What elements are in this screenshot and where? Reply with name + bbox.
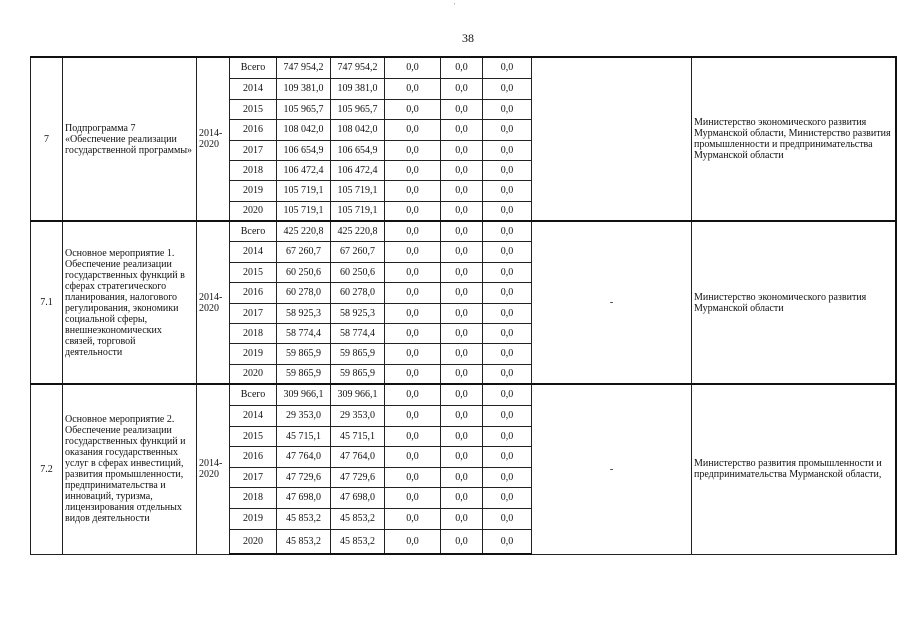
year-label: 2014 — [230, 78, 277, 99]
other-sources-amount: 0,0 — [483, 529, 532, 554]
regional-budget-amount: 309 966,1 — [331, 384, 385, 405]
year-label: Всего — [230, 384, 277, 405]
year-label: 2017 — [230, 140, 277, 160]
year-label: Всего — [230, 57, 277, 78]
regional-budget-amount: 425 220,8 — [331, 221, 385, 241]
item-period: 2014-2020 — [197, 57, 230, 221]
other-sources-amount: 0,0 — [483, 221, 532, 241]
other-sources-amount: 0,0 — [483, 384, 532, 405]
total-amount: 47 698,0 — [277, 487, 331, 508]
regional-budget-amount: 58 925,3 — [331, 303, 385, 323]
local-budget-amount: 0,0 — [441, 508, 483, 529]
indicator: - — [532, 384, 692, 554]
year-label: 2020 — [230, 529, 277, 554]
total-amount: 105 719,1 — [277, 180, 331, 201]
federal-budget-amount: 0,0 — [385, 446, 441, 467]
federal-budget-amount: 0,0 — [385, 140, 441, 160]
regional-budget-amount: 105 719,1 — [331, 201, 385, 221]
total-amount: 29 353,0 — [277, 405, 331, 426]
local-budget-amount: 0,0 — [441, 221, 483, 241]
federal-budget-amount: 0,0 — [385, 180, 441, 201]
other-sources-amount: 0,0 — [483, 467, 532, 487]
other-sources-amount: 0,0 — [483, 119, 532, 140]
federal-budget-amount: 0,0 — [385, 364, 441, 384]
regional-budget-amount: 47 698,0 — [331, 487, 385, 508]
total-amount: 109 381,0 — [277, 78, 331, 99]
table-row — [31, 221, 896, 241]
item-period: 2014-2020 — [197, 384, 230, 554]
other-sources-amount: 0,0 — [483, 446, 532, 467]
local-budget-amount: 0,0 — [441, 201, 483, 221]
other-sources-amount: 0,0 — [483, 262, 532, 282]
other-sources-amount: 0,0 — [483, 140, 532, 160]
local-budget-amount: 0,0 — [441, 140, 483, 160]
total-amount: 60 250,6 — [277, 262, 331, 282]
year-label: 2018 — [230, 160, 277, 180]
federal-budget-amount: 0,0 — [385, 262, 441, 282]
local-budget-amount: 0,0 — [441, 303, 483, 323]
federal-budget-amount: 0,0 — [385, 119, 441, 140]
total-amount: 106 654,9 — [277, 140, 331, 160]
federal-budget-amount: 0,0 — [385, 343, 441, 364]
local-budget-amount: 0,0 — [441, 487, 483, 508]
year-label: 2019 — [230, 508, 277, 529]
item-number: 7.1 — [31, 221, 63, 384]
total-amount: 105 719,1 — [277, 201, 331, 221]
other-sources-amount: 0,0 — [483, 282, 532, 303]
other-sources-amount: 0,0 — [483, 99, 532, 119]
local-budget-amount: 0,0 — [441, 405, 483, 426]
federal-budget-amount: 0,0 — [385, 99, 441, 119]
year-label: 2020 — [230, 364, 277, 384]
budget-table — [30, 56, 897, 555]
federal-budget-amount: 0,0 — [385, 508, 441, 529]
local-budget-amount: 0,0 — [441, 78, 483, 99]
other-sources-amount: 0,0 — [483, 508, 532, 529]
regional-budget-amount: 747 954,2 — [331, 57, 385, 78]
total-amount: 60 278,0 — [277, 282, 331, 303]
year-label: Всего — [230, 221, 277, 241]
local-budget-amount: 0,0 — [441, 119, 483, 140]
federal-budget-amount: 0,0 — [385, 323, 441, 343]
regional-budget-amount: 108 042,0 — [331, 119, 385, 140]
year-label: 2016 — [230, 119, 277, 140]
federal-budget-amount: 0,0 — [385, 241, 441, 262]
item-name: Основное мероприятие 2. Обеспечение реализации государственных функций и оказания государственных услуг в сферах инвестиций, развития промышленности, предпринимательства и инноваций, туризма, лицензирования отдельных видов деятельности — [63, 384, 197, 554]
local-budget-amount: 0,0 — [441, 180, 483, 201]
other-sources-amount: 0,0 — [483, 487, 532, 508]
local-budget-amount: 0,0 — [441, 343, 483, 364]
federal-budget-amount: 0,0 — [385, 221, 441, 241]
local-budget-amount: 0,0 — [441, 282, 483, 303]
federal-budget-amount: 0,0 — [385, 303, 441, 323]
federal-budget-amount: 0,0 — [385, 57, 441, 78]
federal-budget-amount: 0,0 — [385, 529, 441, 554]
regional-budget-amount: 106 654,9 — [331, 140, 385, 160]
other-sources-amount: 0,0 — [483, 201, 532, 221]
local-budget-amount: 0,0 — [441, 99, 483, 119]
federal-budget-amount: 0,0 — [385, 487, 441, 508]
item-name: Основное мероприятие 1. Обеспечение реализации государственных функций в сферах стратегического планирования, налогового регулирования, экономики социальной сферы, внешнеэкономических связей, торговой деятельности — [63, 221, 197, 384]
federal-budget-amount: 0,0 — [385, 201, 441, 221]
total-amount: 108 042,0 — [277, 119, 331, 140]
other-sources-amount: 0,0 — [483, 323, 532, 343]
year-label: 2014 — [230, 405, 277, 426]
other-sources-amount: 0,0 — [483, 241, 532, 262]
other-sources-amount: 0,0 — [483, 405, 532, 426]
year-label: 2016 — [230, 282, 277, 303]
other-sources-amount: 0,0 — [483, 303, 532, 323]
federal-budget-amount: 0,0 — [385, 467, 441, 487]
responsible-executor: Министерство экономического развития Мурманской области, Министерство развития промышленности и предпринимательства Мурманской области — [692, 57, 896, 221]
local-budget-amount: 0,0 — [441, 241, 483, 262]
local-budget-amount: 0,0 — [441, 262, 483, 282]
regional-budget-amount: 60 250,6 — [331, 262, 385, 282]
year-label: 2015 — [230, 262, 277, 282]
local-budget-amount: 0,0 — [441, 364, 483, 384]
year-label: 2020 — [230, 201, 277, 221]
federal-budget-amount: 0,0 — [385, 384, 441, 405]
federal-budget-amount: 0,0 — [385, 160, 441, 180]
total-amount: 45 853,2 — [277, 529, 331, 554]
regional-budget-amount: 59 865,9 — [331, 364, 385, 384]
total-amount: 45 853,2 — [277, 508, 331, 529]
indicator: - — [532, 221, 692, 384]
regional-budget-amount: 60 278,0 — [331, 282, 385, 303]
other-sources-amount: 0,0 — [483, 160, 532, 180]
local-budget-amount: 0,0 — [441, 160, 483, 180]
other-sources-amount: 0,0 — [483, 426, 532, 446]
regional-budget-amount: 109 381,0 — [331, 78, 385, 99]
item-name: Подпрограмма 7 «Обеспечение реализации государственной программы» — [63, 57, 197, 221]
total-amount: 59 865,9 — [277, 364, 331, 384]
regional-budget-amount: 45 715,1 — [331, 426, 385, 446]
year-label: 2019 — [230, 343, 277, 364]
total-amount: 106 472,4 — [277, 160, 331, 180]
total-amount: 105 965,7 — [277, 99, 331, 119]
total-amount: 47 729,6 — [277, 467, 331, 487]
other-sources-amount: 0,0 — [483, 57, 532, 78]
federal-budget-amount: 0,0 — [385, 405, 441, 426]
year-label: 2019 — [230, 180, 277, 201]
total-amount: 45 715,1 — [277, 426, 331, 446]
year-label: 2014 — [230, 241, 277, 262]
regional-budget-amount: 105 965,7 — [331, 99, 385, 119]
item-number: 7.2 — [31, 384, 63, 554]
year-label: 2018 — [230, 487, 277, 508]
total-amount: 309 966,1 — [277, 384, 331, 405]
total-amount: 47 764,0 — [277, 446, 331, 467]
federal-budget-amount: 0,0 — [385, 282, 441, 303]
responsible-executor: Министерство развития промышленности и предпринимательства Мурманской области, — [692, 384, 896, 554]
table-row — [31, 57, 896, 78]
local-budget-amount: 0,0 — [441, 426, 483, 446]
federal-budget-amount: 0,0 — [385, 426, 441, 446]
regional-budget-amount: 59 865,9 — [331, 343, 385, 364]
regional-budget-amount: 45 853,2 — [331, 529, 385, 554]
other-sources-amount: 0,0 — [483, 343, 532, 364]
year-label: 2017 — [230, 303, 277, 323]
scan-mark: ' — [454, 2, 456, 10]
total-amount: 58 774,4 — [277, 323, 331, 343]
local-budget-amount: 0,0 — [441, 57, 483, 78]
year-label: 2017 — [230, 467, 277, 487]
year-label: 2016 — [230, 446, 277, 467]
regional-budget-amount: 29 353,0 — [331, 405, 385, 426]
regional-budget-amount: 58 774,4 — [331, 323, 385, 343]
regional-budget-amount: 67 260,7 — [331, 241, 385, 262]
other-sources-amount: 0,0 — [483, 180, 532, 201]
year-label: 2015 — [230, 99, 277, 119]
table-row — [31, 384, 896, 405]
other-sources-amount: 0,0 — [483, 78, 532, 99]
item-number: 7 — [31, 57, 63, 221]
item-period: 2014-2020 — [197, 221, 230, 384]
local-budget-amount: 0,0 — [441, 384, 483, 405]
local-budget-amount: 0,0 — [441, 467, 483, 487]
total-amount: 58 925,3 — [277, 303, 331, 323]
regional-budget-amount: 45 853,2 — [331, 508, 385, 529]
regional-budget-amount: 106 472,4 — [331, 160, 385, 180]
regional-budget-amount: 47 764,0 — [331, 446, 385, 467]
other-sources-amount: 0,0 — [483, 364, 532, 384]
total-amount: 425 220,8 — [277, 221, 331, 241]
year-label: 2015 — [230, 426, 277, 446]
page-number: 38 — [462, 31, 474, 45]
indicator — [532, 57, 692, 221]
regional-budget-amount: 47 729,6 — [331, 467, 385, 487]
total-amount: 59 865,9 — [277, 343, 331, 364]
federal-budget-amount: 0,0 — [385, 78, 441, 99]
total-amount: 747 954,2 — [277, 57, 331, 78]
responsible-executor: Министерство экономического развития Мурманской области — [692, 221, 896, 384]
year-label: 2018 — [230, 323, 277, 343]
local-budget-amount: 0,0 — [441, 529, 483, 554]
local-budget-amount: 0,0 — [441, 323, 483, 343]
regional-budget-amount: 105 719,1 — [331, 180, 385, 201]
local-budget-amount: 0,0 — [441, 446, 483, 467]
total-amount: 67 260,7 — [277, 241, 331, 262]
